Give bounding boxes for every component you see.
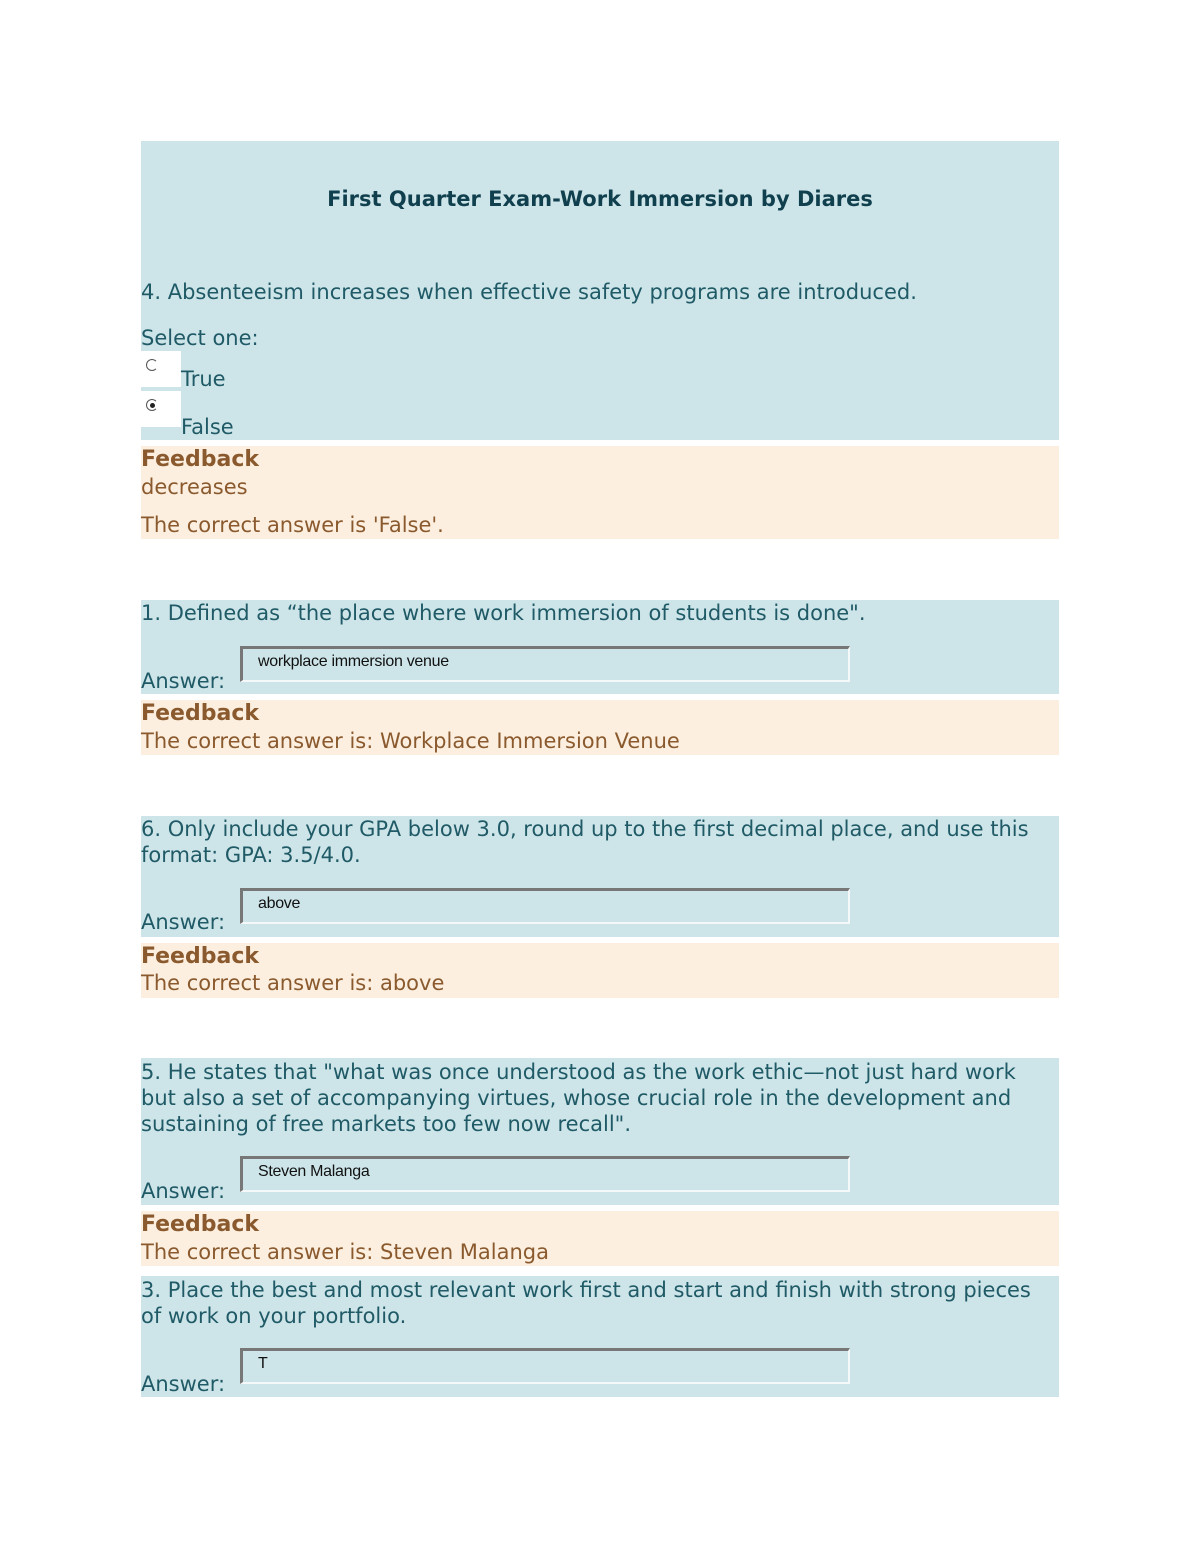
question-5-block bbox=[141, 1058, 1059, 1205]
feedback-note: decreases bbox=[141, 475, 248, 499]
question-5-feedback bbox=[141, 1211, 1059, 1266]
feedback-heading: Feedback bbox=[141, 1212, 259, 1237]
page-title: First Quarter Exam-Work Immersion by Diares bbox=[327, 187, 873, 211]
answer-input[interactable]: workplace immersion venue bbox=[240, 646, 850, 682]
correct-answer-text: The correct answer is: Steven Malanga bbox=[141, 1240, 550, 1264]
question-6-text: 6. Only include your GPA below 3.0, round up to the first decimal place, and use this format: GPA: 3.5/4.0. bbox=[141, 817, 1029, 867]
option-true-label: True bbox=[181, 367, 226, 391]
correct-answer-text: The correct answer is 'False'. bbox=[141, 513, 444, 537]
answer-label: Answer: bbox=[141, 1179, 226, 1203]
correct-answer-text: The correct answer is: above bbox=[141, 971, 445, 995]
question-4-feedback bbox=[141, 446, 1059, 539]
radio-circle-icon bbox=[146, 359, 158, 371]
radio-true[interactable] bbox=[141, 351, 181, 387]
question-5-text: 5. He states that "what was once understood as the work ethic—not just hard work but also a set of accompanying virtues, whose crucial role in the development and sustaining of free markets too few now recall". bbox=[141, 1060, 1016, 1136]
radio-selected-dot-icon bbox=[150, 403, 155, 408]
feedback-heading: Feedback bbox=[141, 944, 259, 969]
question-3-block bbox=[141, 1276, 1059, 1397]
radio-false[interactable] bbox=[141, 391, 181, 427]
answer-input[interactable]: T bbox=[240, 1348, 850, 1384]
answer-label: Answer: bbox=[141, 669, 226, 693]
question-6-block bbox=[141, 816, 1059, 937]
question-4-block bbox=[141, 141, 1059, 440]
question-1-block bbox=[141, 600, 1059, 694]
answer-label: Answer: bbox=[141, 910, 226, 934]
question-1-feedback bbox=[141, 700, 1059, 755]
answer-input[interactable]: above bbox=[240, 888, 850, 924]
feedback-heading: Feedback bbox=[141, 447, 259, 472]
option-false-label: False bbox=[181, 415, 234, 439]
question-3-text: 3. Place the best and most relevant work first and start and finish with strong pieces of work on your portfolio. bbox=[141, 1278, 1031, 1328]
answer-input[interactable]: Steven Malanga bbox=[240, 1156, 850, 1192]
answer-label: Answer: bbox=[141, 1372, 226, 1396]
select-one-label: Select one: bbox=[141, 326, 259, 350]
question-6-feedback bbox=[141, 943, 1059, 998]
question-4-text: 4. Absenteeism increases when effective safety programs are introduced. bbox=[141, 280, 917, 304]
question-1-text: 1. Defined as “the place where work immersion of students is done". bbox=[141, 601, 866, 625]
feedback-heading: Feedback bbox=[141, 701, 259, 726]
correct-answer-text: The correct answer is: Workplace Immersion Venue bbox=[141, 729, 680, 753]
